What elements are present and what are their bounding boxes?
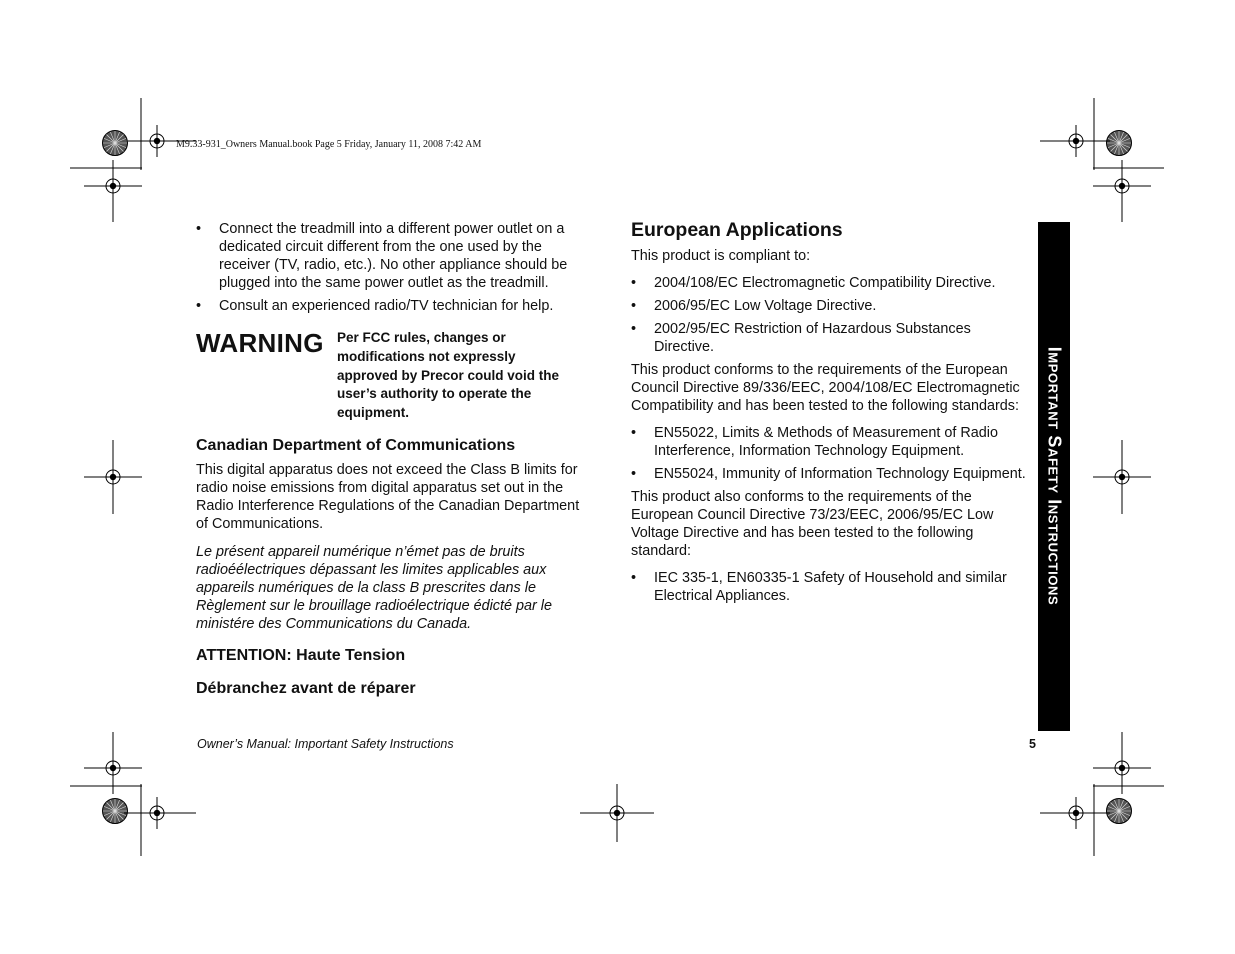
list-item-text: IEC 335-1, EN60335-1 Safety of Household and similar Electrical Appliances. bbox=[654, 570, 1007, 604]
french-paragraph: Le présent appareil numérique n’émet pas de bruits radioéélectriques dépassant les limites applicables aux appareils numériques de la class B prescrites dans le Règlement sur le brouillage radioélectrique édicté par le ministére des Communications du Canada. bbox=[196, 543, 552, 632]
list-item bbox=[631, 424, 1031, 460]
list-item-text: 2006/95/EC Low Voltage Directive. bbox=[654, 298, 877, 314]
list-item-text: Connect the treadmill into a different power outlet on a dedicated circuit different from the one used by the receiver (TV, radio, etc.). No other appliance should be plugged into the same power outlet as the treadmill. bbox=[219, 221, 568, 291]
bullet-marker: • bbox=[631, 425, 637, 441]
debranchez-heading: Débranchez avant de réparer bbox=[196, 679, 416, 697]
standards-list-2 bbox=[631, 569, 1031, 605]
list-item bbox=[631, 274, 1031, 292]
conformity-paragraph-1: This product conforms to the requirements of the European Council Directive 89/336/EEC, 2004/108/EC Electromagnetic Compatibility and has been tested to the following standards: bbox=[631, 362, 1020, 414]
bullet-marker: • bbox=[631, 321, 637, 337]
list-item-text: EN55024, Immunity of Information Technology Equipment. bbox=[654, 466, 1026, 482]
list-item-text: EN55022, Limits & Methods of Measurement of Radio Interference, Information Technology Equipment. bbox=[654, 425, 998, 459]
bullet-marker: • bbox=[631, 466, 637, 482]
canadian-paragraph: This digital apparatus does not exceed the Class B limits for radio noise emissions from digital apparatus set out in the Radio Interference Regulations of the Canadian Department of Communications. bbox=[196, 461, 580, 532]
list-item-text: 2002/95/EC Restriction of Hazardous Substances Directive. bbox=[654, 321, 971, 355]
list-item-text: Consult an experienced radio/TV technician for help. bbox=[219, 298, 554, 314]
bullet-marker: • bbox=[631, 298, 637, 314]
list-item-text: 2004/108/EC Electromagnetic Compatibility Directive. bbox=[654, 275, 996, 291]
bullet-marker: • bbox=[631, 275, 637, 291]
footer-title: Owner’s Manual: Important Safety Instructions bbox=[197, 737, 454, 751]
page-number: 5 bbox=[1029, 737, 1036, 751]
attention-heading: ATTENTION: Haute Tension bbox=[196, 646, 406, 664]
bullet-marker: • bbox=[631, 570, 637, 586]
fcc-remedy-list bbox=[196, 220, 588, 315]
list-item bbox=[631, 320, 1031, 356]
directive-list bbox=[631, 274, 1031, 356]
bullet-marker: • bbox=[196, 221, 202, 237]
print-slug: M9.33-931_Owners Manual.book Page 5 Friday, January 11, 2008 7:42 AM bbox=[176, 139, 482, 150]
warning-text: Per FCC rules, changes or modifications not expressly approved by Precor could void the user’s authority to operate the equipment. bbox=[337, 330, 560, 421]
european-heading: European Applications bbox=[631, 219, 843, 241]
section-side-tab bbox=[1038, 222, 1070, 731]
canadian-heading: Canadian Department of Communications bbox=[196, 436, 516, 454]
section-tab-label: Important Safety Instructions bbox=[1044, 346, 1065, 606]
conformity-paragraph-2: This product also conforms to the requirements of the European Council Directive 73/23/EEC, 2006/95/EC Low Voltage Directive and has been tested to the following standard: bbox=[631, 489, 994, 559]
right-column bbox=[631, 218, 1031, 610]
standards-list-1 bbox=[631, 424, 1031, 483]
bullet-marker: • bbox=[196, 298, 202, 314]
compliance-intro: This product is compliant to: bbox=[631, 248, 811, 264]
list-item bbox=[631, 569, 1031, 605]
warning-block bbox=[196, 329, 588, 423]
left-column bbox=[196, 220, 588, 699]
list-item bbox=[196, 297, 588, 315]
warning-label: WARNING bbox=[196, 328, 324, 358]
list-item bbox=[196, 220, 588, 292]
list-item bbox=[631, 297, 1031, 315]
list-item bbox=[631, 465, 1031, 483]
